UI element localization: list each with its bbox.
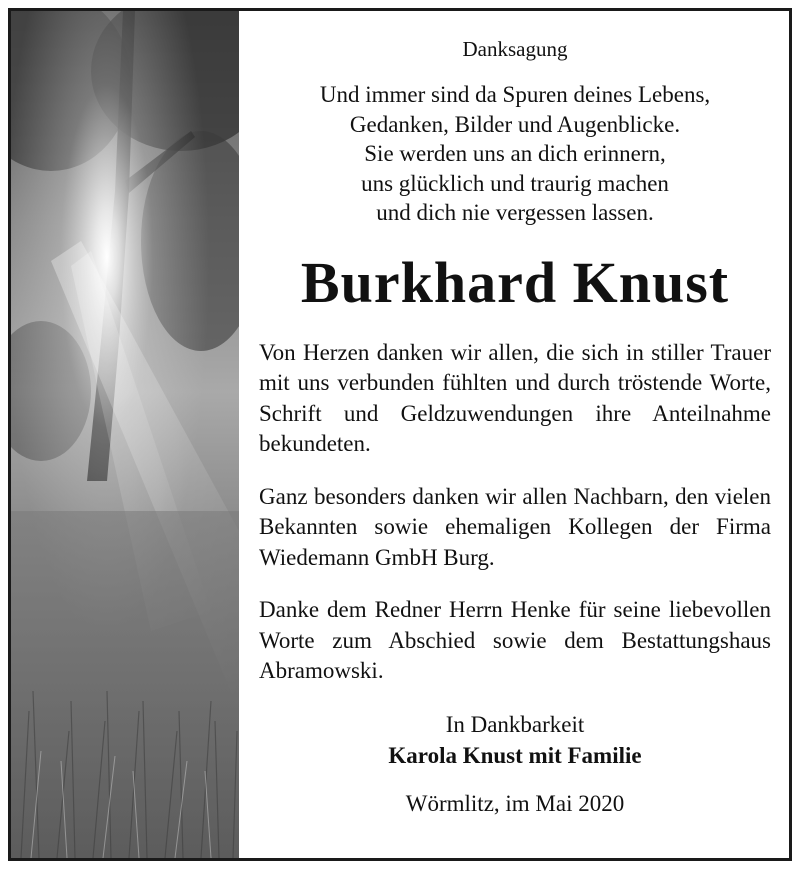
poem-line: Gedanken, Bilder und Augenblicke.: [349, 111, 681, 137]
thanks-paragraph: Danke dem Redner Herrn Henke für seine liebevollen Worte zum Abschied sowie dem Bestattungshaus Abramowski.: [259, 597, 771, 683]
poem-line: uns glücklich und traurig machen: [361, 170, 669, 196]
deceased-name: Burkhard Knust: [300, 249, 730, 315]
closing-phrase: In Dankbarkeit: [445, 711, 585, 737]
place-date: Wörmlitz, im Mai 2020: [405, 790, 625, 816]
poem-line: und dich nie vergessen lassen.: [376, 200, 654, 225]
poem-line: Sie werden uns an dich erinnern,: [364, 141, 666, 166]
notice-text-column: [259, 11, 771, 858]
closing-block: [259, 709, 771, 771]
signer-name: Karola Knust mit Familie: [388, 742, 642, 768]
forest-sunlight-photo: [11, 11, 239, 858]
notice-heading: Danksagung: [462, 37, 568, 61]
thanks-paragraph: Von Herzen danken wir allen, die sich in stiller Trauer mit uns verbunden fühlten und durch tröstende Worte, Schrift und Geldzuwendungen ihre Anteilnahme bekundeten.: [259, 339, 771, 456]
thanks-paragraph: Ganz besonders danken wir allen Nachbarn, den vielen Bekannten sowie ehemaligen Kollegen der Firma Wiedemann GmbH Burg.: [259, 483, 771, 570]
obituary-notice: [8, 8, 792, 861]
memorial-poem: [259, 80, 771, 228]
poem-line: Und immer sind da Spuren deines Lebens,: [319, 82, 711, 107]
